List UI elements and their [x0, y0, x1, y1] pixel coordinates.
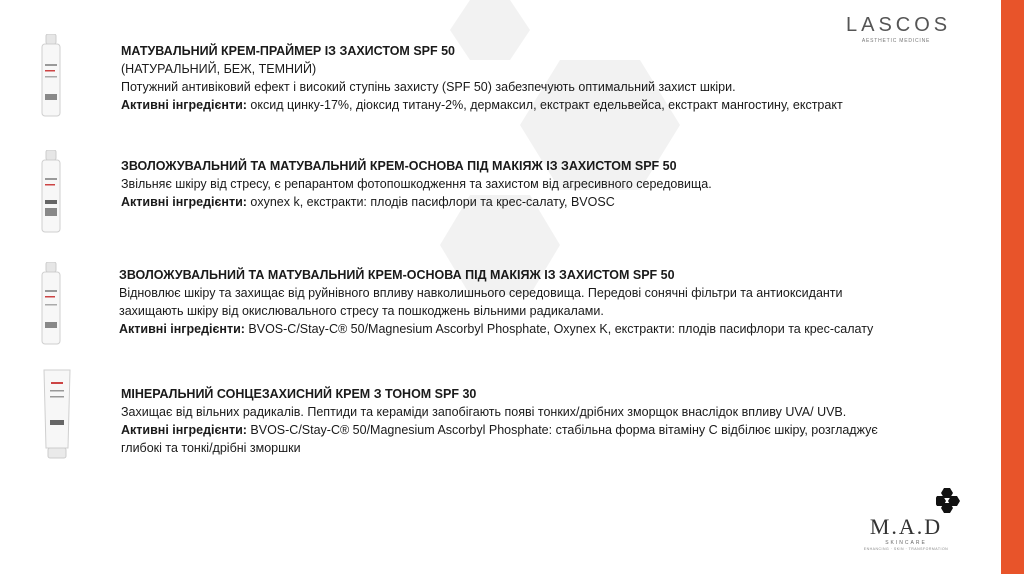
product-title: ЗВОЛОЖУВАЛЬНИЙ ТА МАТУВАЛЬНИЙ КРЕМ-ОСНОВА ПІД МАКІЯЖ ІЗ ЗАХИСТОМ SPF 50 [119, 268, 675, 282]
product-desc-line: захищають шкіру від окислювального стресу та пошкоджень вільними радикалами. [119, 304, 604, 318]
mad-logo-icon [936, 488, 960, 514]
product-image-3 [38, 262, 64, 346]
lascos-logo-subtitle: AESTHETIC MEDICINE [861, 38, 931, 44]
product-ingredients-line: Активні інгредієнти: BVOS-C/Stay-C® 50/Magnesium Ascorbyl Phosphate: стабільна форма вітаміну С відбілює шкіру, розгладжує [121, 423, 878, 437]
product-desc-line: глибокі та тонкі/дрібні зморшки [121, 441, 301, 455]
lascos-logo [846, 14, 952, 44]
lascos-logo-name: LASCOS [846, 14, 952, 36]
mad-logo-name: M.A.D [869, 514, 943, 539]
product-desc-line: Звільняє шкіру від стресу, є репарантом фотопошкодження та захистом від агресивного середовища. [121, 177, 712, 191]
product-ingredients-line: Активні інгредієнти: oxynex k, екстракти: плодів пасифлори та крес-салату, BVOSC [121, 195, 615, 209]
product-title: МІНЕРАЛЬНИЙ СОНЦЕЗАХИСНИЙ КРЕМ З ТОНОМ SPF 30 [121, 387, 477, 401]
mad-logo-tagline: ENHANCING · SKIN · TRANSFORMATION [863, 547, 949, 551]
product-block-2 [121, 157, 712, 211]
accent-side-bar [1001, 0, 1024, 574]
product-desc-line: Захищає від вільних радикалів. Пептиди та кераміди запобігають появі тонких/дрібних зморщок внаслідок впливу UVA/ UVB. [121, 405, 847, 419]
mad-logo-subtitle: SKINCARE [885, 540, 927, 546]
mad-logo [846, 514, 966, 551]
product-image-4 [42, 368, 72, 460]
product-desc-line: Відновлює шкіру та захищає від руйнівного впливу навколишнього середовища. Передові сонячні фільтри та антиоксиданти [119, 286, 843, 300]
product-block-3 [119, 266, 873, 338]
product-title: МАТУВАЛЬНИЙ КРЕМ-ПРАЙМЕР ІЗ ЗАХИСТОМ SPF 50 [121, 44, 456, 58]
product-block-4 [121, 385, 878, 457]
product-block-1 [121, 42, 843, 114]
product-image-1 [38, 34, 64, 118]
product-image-2 [38, 150, 64, 234]
product-ingredients-line: Активні інгредієнти: BVOS-C/Stay-C® 50/Magnesium Ascorbyl Phosphate, Oxynex K, екстракти: плодів пасифлори та крес-салату [119, 322, 874, 336]
product-title: ЗВОЛОЖУВАЛЬНИЙ ТА МАТУВАЛЬНИЙ КРЕМ-ОСНОВА ПІД МАКІЯЖ ІЗ ЗАХИСТОМ SPF 50 [121, 159, 677, 173]
product-desc-line: Потужний антивіковий ефект і високий ступінь захисту (SPF 50) забезпечують оптимальний захист шкіри. [121, 80, 736, 94]
product-ingredients-line: Активні інгредієнти: оксид цинку-17%, діоксид титану-2%, дермаксил, екстракт едельвейса, екстракт мангостину, екстракт [121, 98, 843, 112]
product-desc-line: (НАТУРАЛЬНИЙ, БЕЖ, ТЕМНИЙ) [121, 62, 317, 76]
